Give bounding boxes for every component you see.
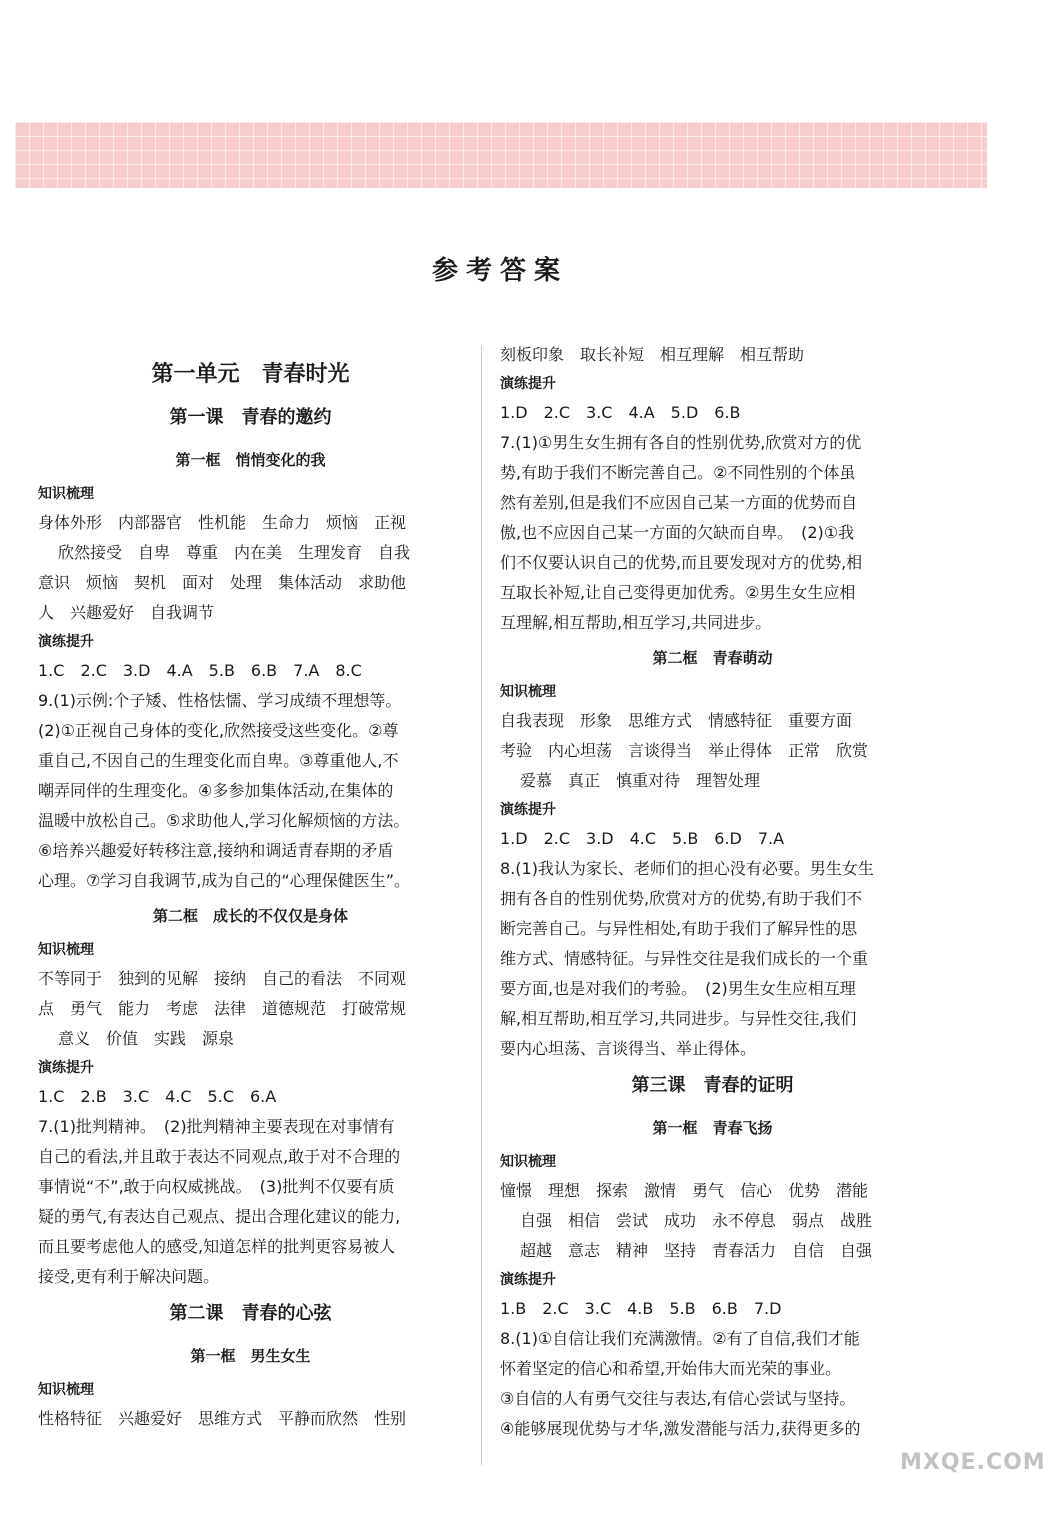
section-label: 演练提升 xyxy=(38,1060,94,1076)
column-divider xyxy=(481,345,482,1465)
keyword-line: 人 兴趣爱好 自我调节 xyxy=(38,603,215,622)
text-line: 傲,也不应因自己某一方面的欠缺而自卑。 (2)①我 xyxy=(500,523,855,542)
text-line: 断完善自己。与异性相处,有助于我们了解异性的思 xyxy=(500,919,858,938)
lesson-heading: 第二课 青春的心弦 xyxy=(169,1303,332,1324)
answer-line: 1.C 2.B 3.C 4.C 5.C 6.A xyxy=(38,1087,277,1106)
text-line: 要方面,也是对我们的考验。 (2)男生女生应相互理 xyxy=(500,979,856,998)
section-label: 知识梳理 xyxy=(38,1382,94,1398)
keyword-line: 意识 烦恼 契机 面对 处理 集体活动 求助他 xyxy=(38,573,407,592)
text-line: 拥有各自的性别优势,欣赏对方的优势,有助于我们不 xyxy=(500,889,863,908)
keyword-line: 性格特征 兴趣爱好 思维方式 平静而欣然 性别 xyxy=(38,1409,407,1428)
section-label: 知识梳理 xyxy=(500,1154,556,1170)
keyword-line: 超越 意志 精神 坚持 青春活力 自信 自强 xyxy=(520,1241,873,1260)
section-label: 演练提升 xyxy=(38,634,94,650)
section-label: 知识梳理 xyxy=(38,486,94,502)
text-line: (2)①正视自己身体的变化,欣然接受这些变化。②尊 xyxy=(38,721,399,740)
text-line: 怀着坚定的信心和希望,开始伟大而光荣的事业。 xyxy=(500,1359,842,1378)
text-line: 维方式、情感特征。与异性交往是我们成长的一个重 xyxy=(500,949,869,968)
text-line: ④能够展现优势与才华,激发潜能与活力,获得更多的 xyxy=(500,1419,861,1438)
frame-heading: 第一框 悄悄变化的我 xyxy=(175,451,326,469)
frame-heading: 第二框 成长的不仅仅是身体 xyxy=(152,907,348,925)
text-line: 互取长补短,让自己变得更加优秀。②男生女生应相 xyxy=(500,583,856,602)
text-line: 解,相互帮助,相互学习,共同进步。与异性交往,我们 xyxy=(500,1009,857,1028)
keyword-line: 意义 价值 实践 源泉 xyxy=(58,1029,235,1048)
page-title: 参考答案 xyxy=(431,256,568,286)
text-line: 势,有助于我们不断完善自己。②不同性别的个体虽 xyxy=(500,463,856,482)
unit-heading: 第一单元 青春时光 xyxy=(151,361,350,387)
text-line: 疑的勇气,有表达自己观点、提出合理化建议的能力, xyxy=(38,1207,401,1226)
section-label: 演练提升 xyxy=(500,1272,556,1288)
text-line: 而且要考虑他人的感受,知道怎样的批判更容易被人 xyxy=(38,1237,396,1256)
text-line: 接受,更有利于解决问题。 xyxy=(38,1267,220,1286)
answer-line: 1.D 2.C 3.C 4.A 5.D 6.B xyxy=(500,403,741,422)
text-line: 重自己,不因自己的生理变化而自卑。③尊重他人,不 xyxy=(38,751,399,770)
text-line: 然有差别,但是我们不应因自己某一方面的优势而自 xyxy=(500,493,858,512)
lesson-heading: 第一课 青春的邀约 xyxy=(169,407,332,428)
keyword-line: 憧憬 理想 探索 激情 勇气 信心 优势 潜能 xyxy=(500,1181,869,1200)
keyword-line: 刻板印象 取长补短 相互理解 相互帮助 xyxy=(500,345,805,364)
text-line: 要内心坦荡、言谈得当、举止得体。 xyxy=(500,1039,757,1058)
section-label: 演练提升 xyxy=(500,802,556,818)
text-line: 8.(1)①自信让我们充满激情。②有了自信,我们才能 xyxy=(500,1329,860,1348)
keyword-line: 爱慕 真正 慎重对待 理智处理 xyxy=(520,771,761,790)
answer-line: 1.C 2.C 3.D 4.A 5.B 6.B 7.A 8.C xyxy=(38,661,362,680)
text-line: 心理。⑦学习自我调节,成为自己的“心理保健医生”。 xyxy=(38,871,411,890)
section-label: 知识梳理 xyxy=(500,684,556,700)
text-line: 嘲弄同伴的生理变化。④多参加集体活动,在集体的 xyxy=(38,781,394,800)
lesson-heading: 第三课 青春的证明 xyxy=(631,1075,794,1096)
frame-heading: 第一框 青春飞扬 xyxy=(652,1119,773,1137)
frame-heading: 第一框 男生女生 xyxy=(190,1347,311,1365)
text-line: 事情说“不”,敢于向权威挑战。 (3)批判不仅要有质 xyxy=(38,1177,395,1196)
text-line: 7.(1)批判精神。 (2)批判精神主要表现在对事情有 xyxy=(38,1117,395,1136)
keyword-line: 不等同于 独到的见解 接纳 自己的看法 不同观 xyxy=(38,969,407,988)
text-line: ③自信的人有勇气交往与表达,有信心尝试与坚持。 xyxy=(500,1389,856,1408)
keyword-line: 考验 内心坦荡 言谈得当 举止得体 正常 欣赏 xyxy=(500,741,869,760)
keyword-line: 自我表现 形象 思维方式 情感特征 重要方面 xyxy=(500,711,853,730)
answer-line: 1.D 2.C 3.D 4.C 5.B 6.D 7.A xyxy=(500,829,785,848)
frame-heading: 第二框 青春萌动 xyxy=(652,649,773,667)
keyword-line: 身体外形 内部器官 性机能 生命力 烦恼 正视 xyxy=(38,513,407,532)
text-line: 互理解,相互帮助,相互学习,共同进步。 xyxy=(500,613,772,632)
text-line: ⑥培养兴趣爱好转移注意,接纳和调适青春期的矛盾 xyxy=(38,841,394,860)
keyword-line: 自强 相信 尝试 成功 永不停息 弱点 战胜 xyxy=(520,1211,873,1230)
section-label: 演练提升 xyxy=(500,376,556,392)
text-line: 8.(1)我认为家长、老师们的担心没有必要。男生女生 xyxy=(500,859,874,878)
answer-line: 1.B 2.C 3.C 4.B 5.B 6.B 7.D xyxy=(500,1299,782,1318)
text-line: 自己的看法,并且敢于表达不同观点,敢于对不合理的 xyxy=(38,1147,401,1166)
keyword-line: 欣然接受 自卑 尊重 内在美 生理发育 自我 xyxy=(58,543,411,562)
watermark-logo: MXQE.COM xyxy=(900,1450,1046,1475)
text-line: 们不仅要认识自己的优势,而且要发现对方的优势,相 xyxy=(500,553,863,572)
header-banner xyxy=(15,122,987,188)
left-column xyxy=(38,340,463,1434)
keyword-line: 点 勇气 能力 考虑 法律 道德规范 打破常规 xyxy=(38,999,407,1018)
text-line: 7.(1)①男生女生拥有各自的性别优势,欣赏对方的优 xyxy=(500,433,862,452)
right-column xyxy=(500,340,925,1444)
text-line: 温暖中放松自己。⑤求助他人,学习化解烦恼的方法。 xyxy=(38,811,410,830)
section-label: 知识梳理 xyxy=(38,942,94,958)
text-line: 9.(1)示例:个子矮、性格怯懦、学习成绩不理想等。 xyxy=(38,691,402,710)
